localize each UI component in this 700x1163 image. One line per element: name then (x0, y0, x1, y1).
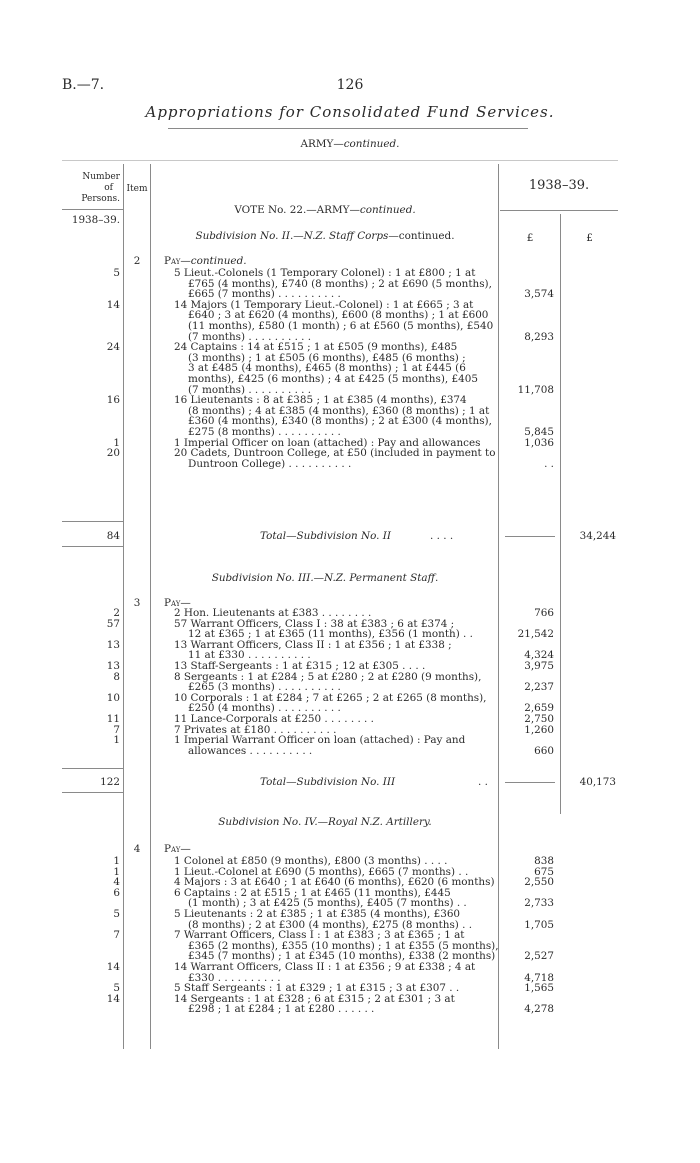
pound-sign-total: £ (586, 232, 593, 244)
sub2-row-amount: 5,845 (524, 426, 554, 438)
sub3-row-amount: 766 (534, 607, 554, 619)
sub4-row-text: 14 Sergeants : 1 at £328 ; 6 at £315 ; 2 at £301 ; 3 at (174, 992, 455, 1005)
sub3-row-amount: 2,750 (524, 713, 554, 725)
persons-header-rule (62, 209, 123, 210)
sub4-row-amount: 1,705 (524, 918, 554, 931)
sub2-row-text: 20 Cadets, Duntroon College, at £50 (included in payment to (174, 447, 496, 460)
sub3-row-amount: 660 (534, 744, 554, 757)
header-item: Item (126, 184, 148, 194)
sub4-row-text: 7 Warrant Officers, Class I : 1 at £383 ; 3 at £365 ; 1 at (174, 929, 465, 942)
sub4-row-text: 1 Lieut.-Colonel at £690 (5 months), £665 (7 months) . . (174, 865, 469, 878)
sub4-row-persons: 14 (106, 992, 120, 1005)
sub2-row-amount: 3,574 (524, 288, 554, 301)
page-number: 126 (336, 77, 364, 93)
sub4-row-persons: 5 (113, 982, 120, 995)
sub3-total-rule (505, 782, 555, 783)
sub3-row-text: 1 Imperial Warrant Officer on loan (attached) : Pay and (174, 734, 466, 747)
sub4-row-text: 5 Lieutenants : 2 at £385 ; 1 at £385 (4 months), £360 (174, 908, 461, 920)
sub2-total-label: Total—Subdivision No. II (260, 530, 391, 542)
title-rule (168, 128, 528, 129)
sub3-row-text: £265 (3 months) . . . . . . . . . . (188, 681, 341, 694)
sub4-row-text: £298 ; 1 at £284 ; 1 at £280 . . . . . . (188, 1003, 375, 1016)
sub2-row-text: £665 (7 months) . . . . . . . . . . (188, 288, 341, 301)
sub4-row-persons: 6 (113, 886, 120, 899)
sub4-row-text: 6 Captains : 2 at £515 ; 1 at £465 (11 months), £445 (174, 886, 451, 899)
sub3-row-amount: 2,237 (524, 681, 554, 694)
sub3-row-persons: 11 (106, 713, 120, 725)
sub4-row-amount: 1,565 (524, 982, 554, 995)
sub4-row-text: 5 Staff Sergeants : 1 at £329 ; 1 at £315 ; 3 at £307 . . (174, 982, 460, 995)
sub3-persons-rule (62, 768, 123, 769)
sub3-pay-label: Pay— (164, 597, 191, 609)
sub3-row-text: £250 (4 months) . . . . . . . . . . (188, 702, 341, 715)
sub4-item-number: 4 (133, 843, 141, 855)
sub4-row-persons: 1 (113, 865, 120, 878)
sub3-total-dots: . . (478, 776, 488, 788)
sub2-row-amount: 1,036 (524, 436, 554, 449)
sub2-row-persons: 20 (106, 447, 120, 460)
sub4-row-text: £365 (2 months), £355 (10 months) ; 1 at £355 (5 months), (188, 939, 499, 952)
header-persons-year: 1938–39. (71, 214, 120, 226)
sub3-row-amount: 21,542 (517, 628, 554, 641)
sub3-item-number: 3 (133, 597, 141, 609)
sub3-row-text: 12 at £365 ; 1 at £365 (11 months), £356 (1 month) . . (188, 628, 473, 641)
sub4-row-amount: 2,733 (524, 897, 554, 910)
sub3-total: 40,173 (579, 776, 616, 788)
sub3-row-persons: 7 (113, 723, 120, 736)
sub3-row-amount: 2,659 (524, 702, 554, 715)
sub3-row-text: allowances . . . . . . . . . . (188, 744, 313, 757)
sub4-pay-label: Pay— (164, 843, 191, 855)
sub4-row-amount: 4,278 (524, 1003, 554, 1016)
sub2-row-text: (7 months) . . . . . . . . . . (188, 330, 312, 343)
sub2-item-number: 2 (133, 255, 141, 267)
page-title: Appropriations for Consolidated Fund Services. (145, 103, 555, 121)
sub3-row-text: 2 Hon. Lieutenants at £383 . . . . . . . . (174, 607, 372, 619)
sub3-row-text: 7 Privates at £180 . . . . . . . . . . (174, 723, 337, 736)
sub3-row-text: 13 Staff-Sergeants : 1 at £315 ; 12 at £305 . . . . (174, 660, 426, 672)
sub2-row-persons: 5 (113, 267, 120, 279)
sub2-row-text: (11 months), £580 (1 month) ; 6 at £560 (5 months), £540 (188, 320, 494, 332)
sub4-row-persons: 5 (113, 908, 120, 920)
sub2-row-persons: 14 (106, 298, 120, 311)
sub4-row-text: 1 Colonel at £850 (9 months), £800 (3 months) . . . . (174, 855, 448, 867)
sub3-total-label: Total—Subdivision No. III (260, 776, 396, 788)
sub2-row-text: £765 (4 months), £740 (8 months) ; 2 at £690 (5 months), (188, 277, 492, 290)
sub2-row-text: 1 Imperial Officer on loan (attached) : Pay and allowances (174, 436, 481, 449)
sub4-row-text: 14 Warrant Officers, Class II : 1 at £356 ; 9 at £338 ; 4 at (174, 961, 476, 973)
sub2-total-rule (505, 536, 555, 537)
sub3-row-text: 13 Warrant Officers, Class II : 1 at £356 ; 1 at £338 ; (174, 638, 452, 651)
sub3-row-persons: 1 (113, 734, 120, 747)
sub2-row-text: £360 (4 months), £340 (8 months) ; 2 at £300 (4 months), (188, 415, 492, 428)
header-number-line2: of (104, 183, 113, 193)
sub4-row-amount: 4,718 (524, 971, 554, 984)
sub2-row-persons: 1 (113, 436, 120, 449)
sub3-row-text: 57 Warrant Officers, Class I : 38 at £383 ; 6 at £374 ; (174, 617, 455, 630)
sub3-bottom-rule (62, 792, 123, 793)
page-reference: B.—7. (62, 77, 105, 93)
header-year: 1938–39. (528, 178, 590, 193)
sub3-row-persons: 10 (106, 691, 120, 704)
sub2-persons-rule (62, 521, 123, 522)
total-column-rule (560, 214, 561, 814)
sub2-total-persons: 84 (106, 530, 120, 542)
sub2-row-text: 5 Lieut.-Colonels (1 Temporary Colonel) : 1 at £800 ; 1 at (174, 267, 476, 279)
sub3-row-text: 11 Lance-Corporals at £250 . . . . . . . . (174, 713, 374, 725)
section-title: ARMY—continued. (300, 138, 400, 150)
sub4-row-amount: 675 (534, 865, 554, 878)
sub2-row-text: 3 at £485 (4 months), £465 (8 months) ; 1 at £445 (6 (188, 362, 466, 375)
sub2-row-text: (3 months) ; 1 at £505 (6 months), £485 (6 months) ; (188, 351, 466, 364)
sub2-row-text: £640 ; 3 at £620 (4 months), £600 (8 months) ; 1 at £600 (188, 309, 489, 322)
sub2-row-text: (8 months) ; 4 at £385 (4 months), £360 (8 months) ; 1 at (188, 404, 490, 417)
sub2-row-text: Duntroon College) . . . . . . . . . . (188, 457, 352, 470)
sub4-row-persons: 14 (106, 961, 120, 973)
sub3-total-persons: 122 (100, 776, 120, 788)
sub2-row-text: 24 Captains : 14 at £515 ; 1 at £505 (9 months), £485 (174, 341, 458, 354)
sub2-row-text: (7 months) . . . . . . . . . . (188, 383, 312, 396)
sub3-row-persons: 13 (106, 660, 120, 672)
sub3-heading: Subdivision No. III.—N.Z. Permanent Staff. (211, 572, 439, 584)
sub2-row-text: months), £425 (6 months) ; 4 at £425 (5 months), £405 (188, 373, 478, 385)
sub3-row-text: 11 at £330 . . . . . . . . . . (188, 649, 311, 662)
header-number-line3: Persons. (81, 194, 120, 204)
sub2-row-amount: 11,708 (517, 383, 554, 396)
header-number-line1: Number (82, 172, 120, 182)
sub4-heading: Subdivision No. IV.—Royal N.Z. Artillery. (218, 816, 432, 828)
year-header-rule (500, 210, 618, 211)
sub2-row-amount: . . (544, 457, 554, 470)
vote-title: VOTE No. 22.—ARMY—continued. (234, 204, 416, 216)
sub3-row-persons: 57 (106, 617, 120, 630)
sub3-row-persons: 13 (106, 638, 120, 651)
sub3-row-persons: 2 (113, 607, 120, 619)
item-column-rule (150, 164, 151, 1049)
sub2-heading: Subdivision No. II.—N.Z. Staff Corps—continued. (195, 230, 455, 242)
sub2-total-dots: . . . . (430, 530, 454, 542)
sub4-row-amount: 2,527 (524, 950, 554, 963)
sub4-row-text: £345 (7 months) ; 1 at £345 (10 months), £338 (2 months) (188, 950, 496, 963)
sub2-row-text: £275 (8 months) . . . . . . . . . . (188, 426, 341, 438)
sub3-row-amount: 1,260 (524, 723, 554, 736)
sub2-total: 34,244 (579, 530, 616, 542)
sub2-bottom-rule (62, 546, 123, 547)
header-top-rule (62, 160, 618, 161)
sub3-row-amount: 4,324 (524, 649, 554, 662)
sub2-row-persons: 24 (106, 341, 120, 354)
sub2-row-persons: 16 (106, 394, 120, 407)
sub2-pay-label: Pay—continued. (164, 255, 247, 267)
sub2-row-text: 16 Lieutenants : 8 at £385 ; 1 at £385 (4 months), £374 (174, 394, 467, 407)
sub4-row-amount: 838 (534, 855, 554, 867)
sub2-row-text: 14 Majors (1 Temporary Lieut.-Colonel) : 1 at £665 ; 3 at (174, 298, 474, 311)
sub4-row-text: £330 . . . . . . . . . . (188, 971, 281, 984)
sub3-row-amount: 3,975 (524, 660, 554, 672)
sub4-row-persons: 1 (113, 855, 120, 867)
sub4-row-persons: 7 (113, 929, 120, 942)
sub2-row-amount: 8,293 (524, 330, 554, 343)
sub3-row-persons: 8 (113, 670, 120, 683)
sub4-row-amount: 2,550 (524, 876, 554, 889)
pound-sign-amount: £ (526, 232, 534, 244)
sub4-row-text: (1 month) ; 3 at £425 (5 months), £405 (7 months) . . (188, 897, 467, 910)
amount-column-rule (498, 164, 499, 1049)
sub3-row-text: 10 Corporals : 1 at £284 ; 7 at £265 ; 2 at £265 (8 months), (174, 691, 487, 704)
sub4-row-text: (8 months) ; 2 at £300 (4 months), £275 (8 months) . . (188, 918, 473, 931)
sub4-row-text: 4 Majors : 3 at £640 ; 1 at £640 (6 months), £620 (6 months) (174, 876, 495, 889)
sub4-row-persons: 4 (113, 876, 120, 889)
sub3-row-text: 8 Sergeants : 1 at £284 ; 5 at £280 ; 2 at £280 (9 months), (174, 670, 482, 683)
